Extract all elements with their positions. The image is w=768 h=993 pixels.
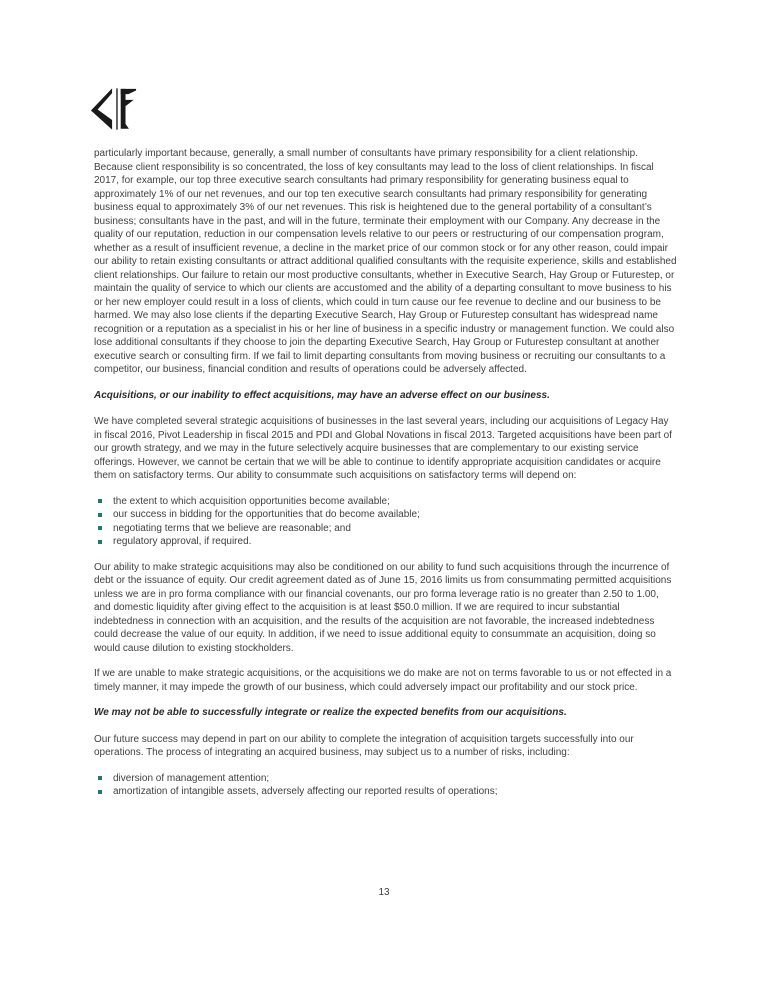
list-item-text: amortization of intangible assets, adversely affecting our reported results of operations; — [113, 786, 498, 797]
body-paragraph: Our ability to make strategic acquisitions may also be conditioned on our ability to fund such acquisitions through the incurrence of debt or the issuance of equity. Our credit agreement dated as of June 15, 2016 limits us from consummating permitted acquisitions unless we are in pro forma compliance with our financial covenants, our pro forma leverage ratio is no greater than 2.50 to 1.00, and domestic liquidity after giving effect to the acquisition is at least $50.0 million. If we are required to incur substantial indebtedness in connection with an acquisition, and the results of the acquisition are not favorable, the increased indebtedness could decrease the value of our equity. In addition, if we need to issue additional equity to consummate an acquisition, doing so would cause dilution to existing stockholders. — [94, 561, 672, 654]
bullet-square-icon — [98, 790, 102, 794]
body-paragraph: particularly important because, generally, a small number of consultants have primary responsibility for a client relationship. Because client responsibility is so concentrated, the loss of key consultants may lead to the loss of client relationships. In fiscal 2017, for example, our top three executive search consultants had primary responsibility for generating business equal to approximately 1% of our net revenues, and our top ten executive search consultants had primary responsibility for generating business equal to approximately 3% of our net revenues. This risk is heightened due to the general portability of a consultant’s business; consultants have in the past, and will in the future, terminate their employment with our Company. Any decrease in the quality of our reputation, reduction in our compensation levels relative to our peers or restructuring of our compensation program, whether as a result of insufficient revenue, a decline in the market price of our common stock or for any other reason, could impair our ability to retain existing consultants or attract additional qualified consultants with the requisite experience, skills and established client relationships. Our failure to retain our most productive consultants, whether in Executive Search, Hay Group or Futurestep, or maintain the quality of service to which our clients are accustomed and the ability of a departing consultant to move business to his or her new employer could result in a loss of clients, which could in turn cause our fee revenue to decline and our business to be harmed. We may also lose clients if the departing Executive Search, Hay Group or Futurestep consultant has widespread name recognition or a reputation as a specialist in his or her line of business in a specific industry or management function. We could also lose additional consultants if they choose to join the departing Executive Search, Hay Group or Futurestep consultant at another executive search or consulting firm. If we fail to limit departing consultants from moving business or recruiting our consultants to a competitor, our business, financial condition and results of operations could be adversely affected. — [94, 148, 677, 375]
bullet-square-icon — [98, 499, 102, 503]
list-item-text: diversion of management attention; — [113, 772, 270, 784]
document-body — [94, 147, 677, 811]
list-item-text: negotiating terms that we believe are reasonable; and — [113, 522, 351, 534]
list-item-text: our success in bidding for the opportunities that do become available; — [113, 509, 420, 520]
list-item — [94, 495, 677, 509]
body-paragraph: We have completed several strategic acquisitions of businesses in the last several years, including our acquisitions of Legacy Hay in fiscal 2016, Pivot Leadership in fiscal 2015 and PDI and Global Novations in fiscal 2013. Targeted acquisitions have been part of our growth strategy, and we may in the future selectively acquire businesses that are complementary to our existing service offerings. However, we cannot be certain that we will be able to continue to identify appropriate acquisition candidates or acquire them on satisfactory terms. Our ability to consummate such acquisitions on satisfactory terms will depend on: — [94, 416, 672, 481]
risk-factor-heading: Acquisitions, or our inability to effect acquisitions, may have an adverse effect on our business. — [94, 389, 550, 401]
list-item — [94, 522, 677, 536]
body-paragraph: If we are unable to make strategic acquisitions, or the acquisitions we do make are not on terms favorable to us or not effected in a timely manner, it may impede the growth of our business, which could adversely impact our profitability and our stock price. — [94, 668, 672, 693]
bullet-square-icon — [98, 526, 102, 530]
risk-factor-heading: We may not be able to successfully integrate or realize the expected benefits from our acquisitions. — [94, 707, 567, 718]
bullet-list — [94, 772, 677, 799]
page-number: 13 — [378, 887, 390, 898]
list-item — [94, 785, 677, 799]
list-item-text: regulatory approval, if required. — [113, 536, 252, 547]
korn-ferry-logo-icon — [90, 87, 138, 132]
list-item — [94, 535, 677, 549]
list-item — [94, 772, 677, 786]
bullet-square-icon — [98, 540, 102, 544]
bullet-square-icon — [98, 776, 102, 780]
body-paragraph: Our future success may depend in part on our ability to complete the integration of acquisition targets successfully into our operations. The process of integrating an acquired business, may subject us to a number of risks, including: — [94, 733, 634, 758]
list-item-text: the extent to which acquisition opportunities become available; — [113, 495, 390, 507]
bullet-square-icon — [98, 513, 102, 517]
bullet-list — [94, 495, 677, 549]
list-item — [94, 508, 677, 522]
